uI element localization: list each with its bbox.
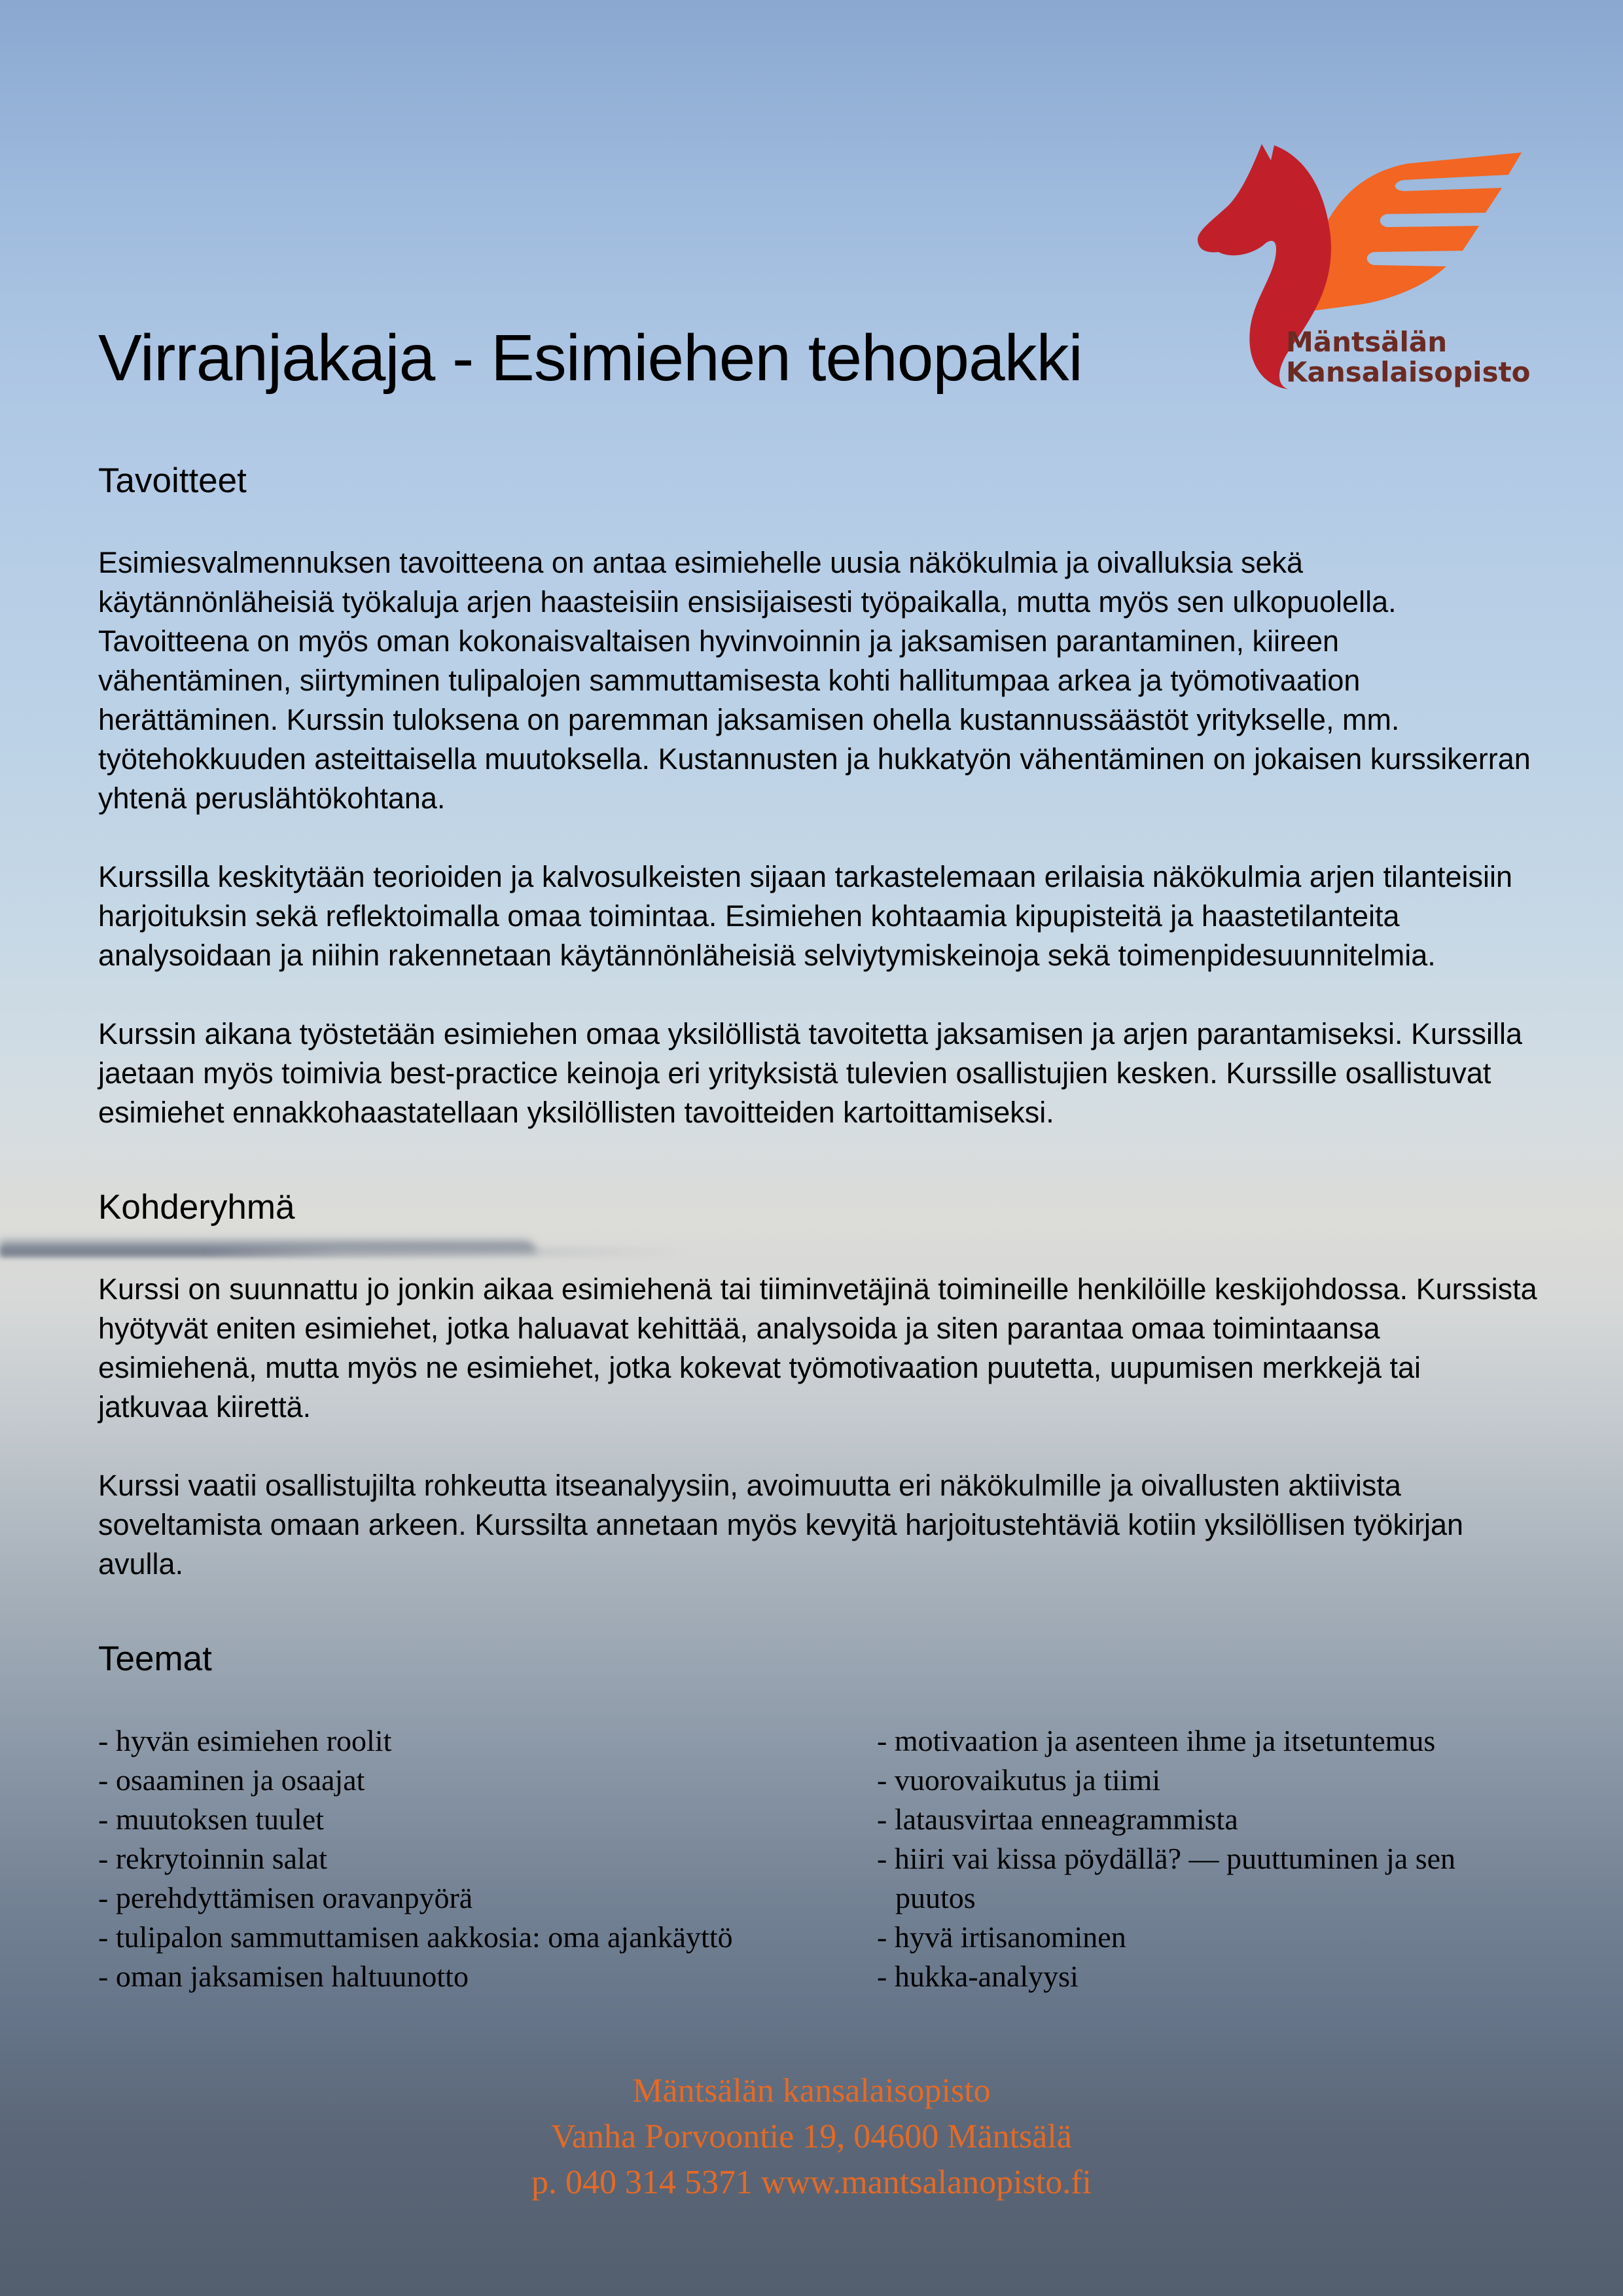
- wing-shape: [1312, 152, 1522, 311]
- footer-org-name: Mäntsälän kansalaisopisto: [632, 2072, 991, 2109]
- section-heading-goals: Tavoitteet: [98, 461, 247, 500]
- theme-item: - perehdyttämisen oravanpyörä: [98, 1881, 473, 1914]
- theme-item: - rekrytoinnin salat: [98, 1842, 328, 1875]
- logo-text-line1: Mäntsälän: [1286, 326, 1448, 358]
- footer-phone-website: p. 040 314 5371 www.mantsalanopisto.fi: [531, 2164, 1092, 2201]
- themes-list: [98, 1721, 1538, 1996]
- theme-item: - hyvän esimiehen roolit: [98, 1724, 392, 1757]
- footer-contact: [0, 2068, 1623, 2206]
- goals-paragraph: Esimiesvalmennuksen tavoitteena on antaa esimiehelle uusia näkökulmia ja oivalluksia sekä käytännönläheisiä työkaluja arjen haasteisiin ensisijaisesti työpaikalla, mutta myös sen ulkopuolella. Tavoitteena on myös oman kokonaisvaltaisen hyvinvoinnin ja jaksamisen parantaminen, kiireen vähentäminen, siirtyminen tulipalojen sammuttamisesta kohti hallitumpaa arkea ja työmotivaation herättäminen. Kurssin tuloksena on paremman jaksamisen ohella kustannussäästöt yritykselle, mm. työtehokkuuden asteittaisella muutoksella. Kustannusten ja hukkatyön vähentäminen on jokaisen kurssikerran yhtenä peruslähtökohtana.: [98, 546, 1531, 815]
- theme-item: - tulipalon sammuttamisen aakkosia: oma ajankäyttö: [98, 1920, 733, 1954]
- theme-item: - hyvä irtisanominen: [877, 1920, 1126, 1954]
- theme-item: - vuorovaikutus ja tiimi: [877, 1763, 1161, 1797]
- footer-address: Vanha Porvoontie 19, 04600 Mäntsälä: [551, 2118, 1072, 2155]
- goals-paragraph: Kurssin aikana työstetään esimiehen omaa yksilöllistä tavoitetta jaksamisen ja arjen parantamiseksi. Kurssilla jaetaan myös toimivia best-practice keinoja eri yrityksistä tulevien osallistujien kesken. Kurssille osallistuvat esimiehet ennakkohaastatellaan yksilöllisten tavoitteiden kartoittamiseksi.: [98, 1017, 1523, 1129]
- logo-text: [1286, 327, 1531, 387]
- theme-item: - muutoksen tuulet: [98, 1803, 324, 1836]
- themes-column-right: [877, 1721, 1531, 1996]
- theme-item: - oman jaksamisen haltuunotto: [98, 1960, 469, 1993]
- page-title: Virranjakaja - Esimiehen tehopakki: [98, 321, 1082, 395]
- goals-paragraph: Kurssilla keskitytään teorioiden ja kalvosulkeisten sijaan tarkastelemaan erilaisia näkökulmia arjen tilanteisiin harjoituksin sekä reflektoimalla omaa toimintaa. Esimiehen kohtaamia kipupisteitä ja haastetilanteita analysoidaan ja niihin rakennetaan käytännönläheisiä selviytymiskeinoja sekä toimenpidesuunnitelmia.: [98, 860, 1513, 972]
- theme-item: - osaaminen ja osaajat: [98, 1763, 365, 1797]
- theme-item: - hukka-analyysi: [877, 1960, 1079, 1993]
- logo-text-line2: Kansalaisopisto: [1286, 356, 1531, 388]
- target-group-paragraph: Kurssi vaatii osallistujilta rohkeutta itseanalyysiin, avoimuutta eri näkökulmille ja oivallusten aktiivista soveltamista omaan arkeen. Kurssilta annetaan myös kevyitä harjoitustehtäviä kotiin yksilöllisen työkirjan avulla.: [98, 1469, 1463, 1581]
- section-heading-themes: Teemat: [98, 1640, 212, 1678]
- theme-item: - latausvirtaa enneagrammista: [877, 1803, 1238, 1836]
- themes-column-left: [98, 1721, 877, 1996]
- section-heading-target-group: Kohderyhmä: [98, 1188, 295, 1227]
- target-group-paragraph: Kurssi on suunnattu jo jonkin aikaa esimiehenä tai tiiminvetäjinä toimineille henkilöille keskijohdossa. Kurssista hyötyvät eniten esimiehet, jotka haluavat kehittää, analysoida ja siten parantaa omaa toimintaansa esimiehenä, mutta myös ne esimiehet, jotka kokevat työmotivaation puutetta, uupumisen merkkejä tai jatkuvaa kiirettä.: [98, 1272, 1537, 1424]
- theme-item: - hiiri vai kissa pöydällä? — puuttuminen ja sen puutos: [877, 1842, 1456, 1914]
- main-content: [98, 458, 1538, 1996]
- theme-item: - motivaation ja asenteen ihme ja itsetuntemus: [877, 1724, 1436, 1757]
